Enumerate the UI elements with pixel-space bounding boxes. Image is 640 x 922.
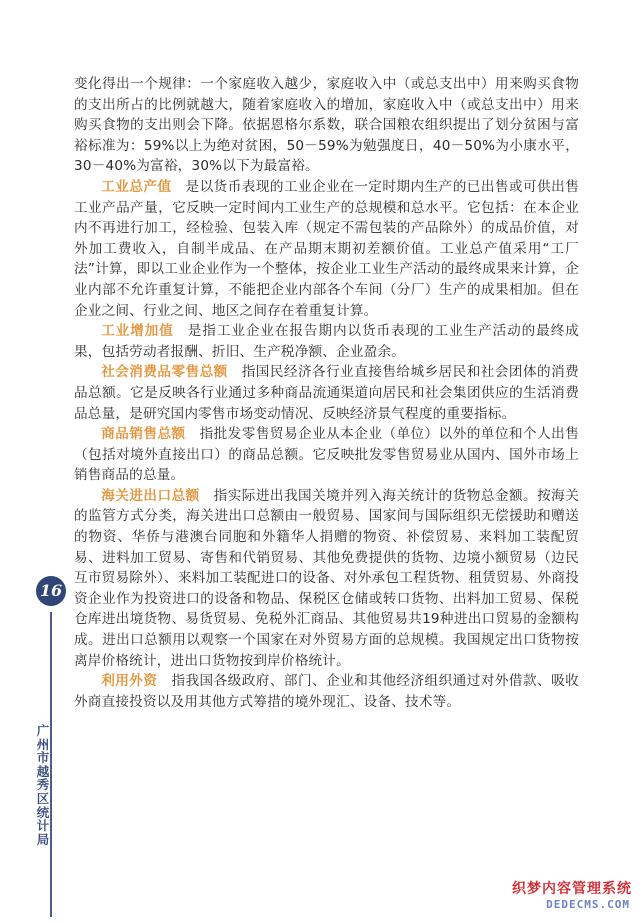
term-definition: 指批发零售贸易企业从本企业（单位）以外的单位和个人出售（包括对境外直接出口）的商品总额。它反映批发零售贸易业从国内、国外市场上销售商品的总量。 [74, 426, 580, 484]
entry-retail-sales [74, 362, 579, 424]
term-definition: 是指工业企业在报告期内以货币表现的工业生产活动的最终成果，包括劳动者报酬、折旧、生产税净额、企业盈余。 [74, 323, 580, 360]
sidebar-label: 广州市越秀区统计局 [36, 723, 50, 847]
term-definition: 指国民经济各行业直接售给城乡居民和社会团体的消费品总额。它是反映各行业通过多种商品流通渠道向居民和社会集团供应的生活消费品总量，是研究国内零售市场变动情况、反映经济景气程度的重要指标。 [74, 364, 579, 422]
term-label: 工业总产值 [101, 178, 172, 195]
term-label: 海关进出口总额 [101, 487, 200, 504]
watermark-logo [502, 878, 632, 914]
entry-industrial-output [74, 177, 579, 321]
watermark-title: 织梦内容管理系统 [512, 881, 632, 897]
term-definition: 指实际进出我国关境并列入海关统计的货物总金额。按海关的监管方式分类，海关进出口总额由一般贸易、国家间与国际组织无偿援助和赠送的物资、华侨与港澳台同胞和外籍华人捐赠的物资、补偿贸易、来料加工装配贸易、进料加工贸易、寄售和代销贸易、其他免费提供的货物、边境小额贸易（边民互市贸易除外）、来料加工装配进口的设备、对外承包工程货物、租赁贸易、外商投资企业作为投资进口的设备和物品、保税区仓储或转口货物、出料加工贸易、保税仓库进出境货物、易货贸易、免税外汇商品、其他贸易共19种进出口贸易的金额构成。进出口总额用以观察一个国家在对外贸易方面的总规模。我国规定出口货物按离岸价格统计，进出口货物按到岸价格统计。 [74, 487, 580, 669]
entry-foreign-capital [74, 671, 579, 712]
term-definition: 指我国各级政府、部门、企业和其他经济组织通过对外借款、吸收外商直接投资以及用其他方式筹措的境外现汇、设备、技术等。 [74, 673, 579, 710]
entry-customs-trade [74, 486, 579, 671]
term-label: 利用外资 [101, 673, 158, 690]
term-label: 商品销售总额 [101, 426, 186, 443]
entry-commodity-sales [74, 424, 579, 486]
term-label: 社会消费品零售总额 [101, 364, 228, 381]
page-number-badge: 16 [36, 576, 66, 606]
sidebar-divider [50, 612, 52, 917]
document-body [74, 74, 579, 712]
intro-paragraph: 变化得出一个规律：一个家庭收入越少，家庭收入中（或总支出中）用来购买食物的支出所占的比例就越大，随着家庭收入的增加，家庭收入中（或总支出中）用来购买食物的支出则会下降。依据恩格尔系数，联合国粮农组织提出了划分贫困与富裕标准为：59%以上为绝对贫困，50－59%为勉强度日，40－50%为小康水平，30－40%为富裕，30%以下为最富裕。 [74, 76, 579, 175]
entry-industrial-added-value [74, 321, 579, 362]
term-definition: 是以货币表现的工业企业在一定时期内生产的已出售或可供出售工业产品产量，它反映一定时间内工业生产的总规模和总水平。它包括：在本企业内不再进行加工，经检验、包装入库（规定不需包装的产品除外）的成品价值，对外加工费收入，自制半成品、在产品期末期初差额价值。工业总产值采用“工厂法”计算，即以工业企业作为一个整体，按企业工业生产活动的最终成果来计算，企业内部不允许重复计算，不能把企业内部各个车间（分厂）生产的成果相加。但在企业之间、行业之间、地区之间存在着重复计算。 [74, 178, 580, 319]
watermark-domain: DEDECMS.COM [546, 898, 630, 911]
term-label: 工业增加值 [101, 323, 174, 340]
